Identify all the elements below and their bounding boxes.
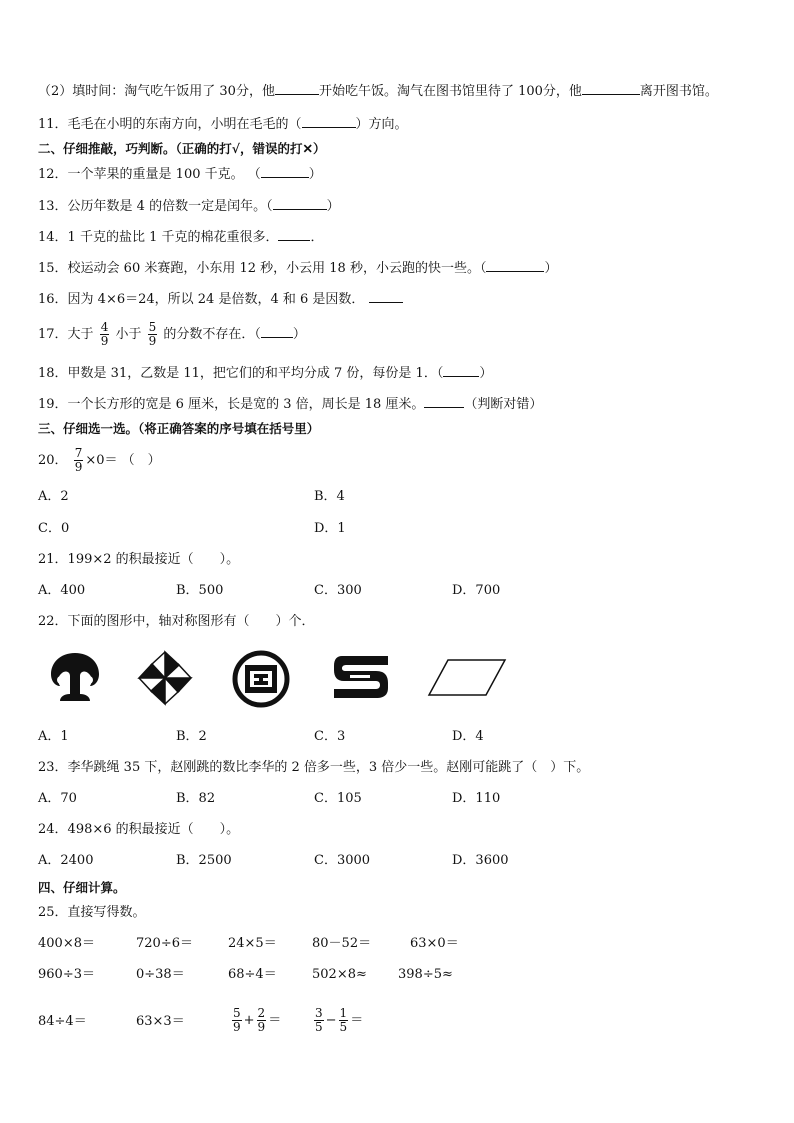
numerator: 5 — [233, 1006, 241, 1020]
calc-item: 398÷5≈ — [398, 967, 453, 982]
text: 12．一个苹果的重量是 100 千克。 （ — [38, 167, 261, 182]
denominator: 5 — [315, 1020, 323, 1034]
numerator: 4 — [100, 320, 109, 334]
calc-item: 960÷3＝ — [38, 967, 95, 982]
calc-item: 63×0＝ — [410, 936, 459, 951]
text: 17．大于 — [38, 327, 94, 342]
section-2-heading: 二、仔细推敲，巧判断。（正确的打√，错误的打✕） — [38, 141, 326, 156]
fraction — [100, 321, 110, 348]
fraction — [257, 1007, 267, 1034]
denominator: 9 — [257, 1020, 266, 1034]
option-b[interactable]: B．4 — [314, 489, 345, 504]
option-a[interactable]: A．2400 — [38, 853, 94, 868]
option-b[interactable]: B．82 — [176, 791, 216, 806]
denominator: 9 — [74, 460, 83, 474]
text: ）方向。 — [355, 117, 408, 132]
option-a[interactable]: A．2 — [38, 489, 69, 504]
answer-blank[interactable] — [582, 82, 640, 95]
fraction — [339, 1007, 349, 1034]
question-22: 22．下面的图形中，轴对称图形有（ ）个． — [38, 614, 315, 629]
question-21: 21．199×2 的积最接近（ ）。 — [38, 552, 240, 567]
fraction — [314, 1007, 324, 1034]
denominator: 5 — [339, 1020, 348, 1034]
text: ×0＝ （ ） — [85, 453, 161, 468]
s-logo-icon — [332, 654, 390, 700]
answer-blank[interactable] — [486, 259, 544, 272]
option-d[interactable]: D．700 — [452, 583, 501, 598]
answer-blank[interactable] — [443, 364, 479, 377]
text: 20． — [38, 453, 68, 468]
equals: ＝ — [350, 1013, 364, 1028]
coin-logo-icon — [232, 650, 290, 708]
pinwheel-icon — [135, 648, 195, 708]
question-15 — [38, 259, 557, 278]
calc-item: 720÷6＝ — [136, 936, 193, 951]
option-a[interactable]: A．1 — [38, 729, 69, 744]
question-11 — [38, 115, 408, 134]
calc-item: 80－52＝ — [312, 936, 372, 951]
text: 14．1 千克的盐比 1 千克的棉花重很多． — [38, 230, 279, 245]
text: ） — [292, 327, 306, 342]
option-a[interactable]: A．400 — [38, 583, 86, 598]
text: 18．甲数是 31，乙数是 11，把它们的和平均分成 7 份，每份是 1．（ — [38, 366, 444, 381]
section-4-heading: 四、仔细计算。 — [38, 880, 126, 895]
parallelogram-icon — [426, 658, 508, 698]
answer-blank[interactable] — [275, 82, 319, 95]
calc-item: 63×3＝ — [136, 1014, 185, 1029]
answer-blank[interactable] — [261, 325, 293, 338]
option-d[interactable]: D．3600 — [452, 853, 509, 868]
equals: ＝ — [268, 1013, 282, 1028]
text: ． — [310, 230, 324, 245]
question-12 — [38, 165, 322, 184]
answer-blank[interactable] — [424, 395, 464, 408]
calc-item: 24×5＝ — [228, 936, 277, 951]
answer-blank[interactable] — [261, 165, 309, 178]
text: 11．毛毛在小明的东南方向，小明在毛毛的（ — [38, 117, 302, 132]
text: ） — [479, 366, 493, 381]
calc-item: 502×8≈ — [312, 967, 367, 982]
text: ） — [326, 199, 340, 214]
calc-item: 84÷4＝ — [38, 1014, 87, 1029]
text: 16．因为 4×6＝24，所以 24 是倍数，4 和 6 是因数． — [38, 292, 365, 307]
calc-item: 0÷38＝ — [136, 967, 185, 982]
option-c[interactable]: C．105 — [314, 791, 362, 806]
text: ） — [308, 167, 322, 182]
denominator: 9 — [233, 1020, 241, 1034]
numerator: 2 — [257, 1006, 266, 1020]
numerator: 1 — [339, 1006, 348, 1020]
question-24: 24．498×6 的积最接近（ ）。 — [38, 822, 240, 837]
operator: + — [243, 1013, 255, 1028]
option-d[interactable]: D．110 — [452, 791, 501, 806]
question-13 — [38, 197, 340, 216]
text: ） — [544, 261, 558, 276]
answer-blank[interactable] — [278, 228, 310, 241]
option-b[interactable]: B．2 — [176, 729, 207, 744]
question-20 — [38, 444, 161, 478]
numerator: 7 — [74, 446, 83, 460]
question-17 — [38, 318, 306, 352]
question-14 — [38, 228, 324, 247]
question-part-2 — [38, 82, 718, 101]
option-c[interactable]: C．3000 — [314, 853, 371, 868]
question-19 — [38, 395, 542, 414]
calc-fraction-difference — [312, 1003, 363, 1039]
option-d[interactable]: D．1 — [314, 521, 346, 536]
question-23: 23．李华跳绳 35 下，赵刚跳的数比李华的 2 倍多一些，3 倍少一些。赵刚可能跳了（ ）下。 — [38, 760, 590, 775]
option-c[interactable]: C．3 — [314, 729, 346, 744]
numerator: 3 — [315, 1006, 323, 1020]
option-b[interactable]: B．2500 — [176, 853, 232, 868]
question-16 — [38, 290, 403, 309]
text: 13．公历年数是 4 的倍数一定是闰年。（ — [38, 199, 273, 214]
fraction — [232, 1007, 242, 1034]
section-3-heading: 三、仔细选一选。（将正确答案的序号填在括号里） — [38, 421, 320, 436]
text: 的分数不存在．（ — [163, 327, 261, 342]
fraction — [148, 321, 158, 348]
text: 开始吃午饭。淘气在图书馆里待了 100分，他 — [318, 84, 582, 99]
text: 19．一个长方形的宽是 6 厘米，长是宽的 3 倍，周长是 18 厘米。 — [38, 397, 425, 412]
option-a[interactable]: A．70 — [38, 791, 77, 806]
option-d[interactable]: D．4 — [452, 729, 484, 744]
denominator: 9 — [100, 334, 109, 348]
answer-blank[interactable] — [369, 290, 403, 303]
anchor-shape-icon — [48, 650, 102, 706]
fraction — [74, 447, 84, 474]
answer-blank[interactable] — [273, 197, 327, 210]
text: （判断对错） — [464, 397, 543, 412]
option-c[interactable]: C．300 — [314, 583, 362, 598]
calc-item: 68÷4＝ — [228, 967, 277, 982]
answer-blank[interactable] — [302, 115, 356, 128]
calc-fraction-sum — [230, 1003, 281, 1039]
text: 小于 — [115, 327, 142, 342]
calc-item: 400×8＝ — [38, 936, 95, 951]
question-18 — [38, 364, 492, 383]
question-25: 25．直接写得数。 — [38, 905, 146, 920]
text: （2）填时间：淘气吃午饭用了 30分，他 — [38, 84, 275, 99]
option-c[interactable]: C．0 — [38, 521, 70, 536]
option-b[interactable]: B．500 — [176, 583, 224, 598]
text: 离开图书馆。 — [639, 84, 718, 99]
operator: − — [325, 1013, 337, 1028]
text: 15．校运动会 60 米赛跑，小东用 12 秒，小云用 18 秒，小云跑的快一些。（ — [38, 261, 487, 276]
denominator: 9 — [148, 334, 157, 348]
numerator: 5 — [148, 320, 157, 334]
